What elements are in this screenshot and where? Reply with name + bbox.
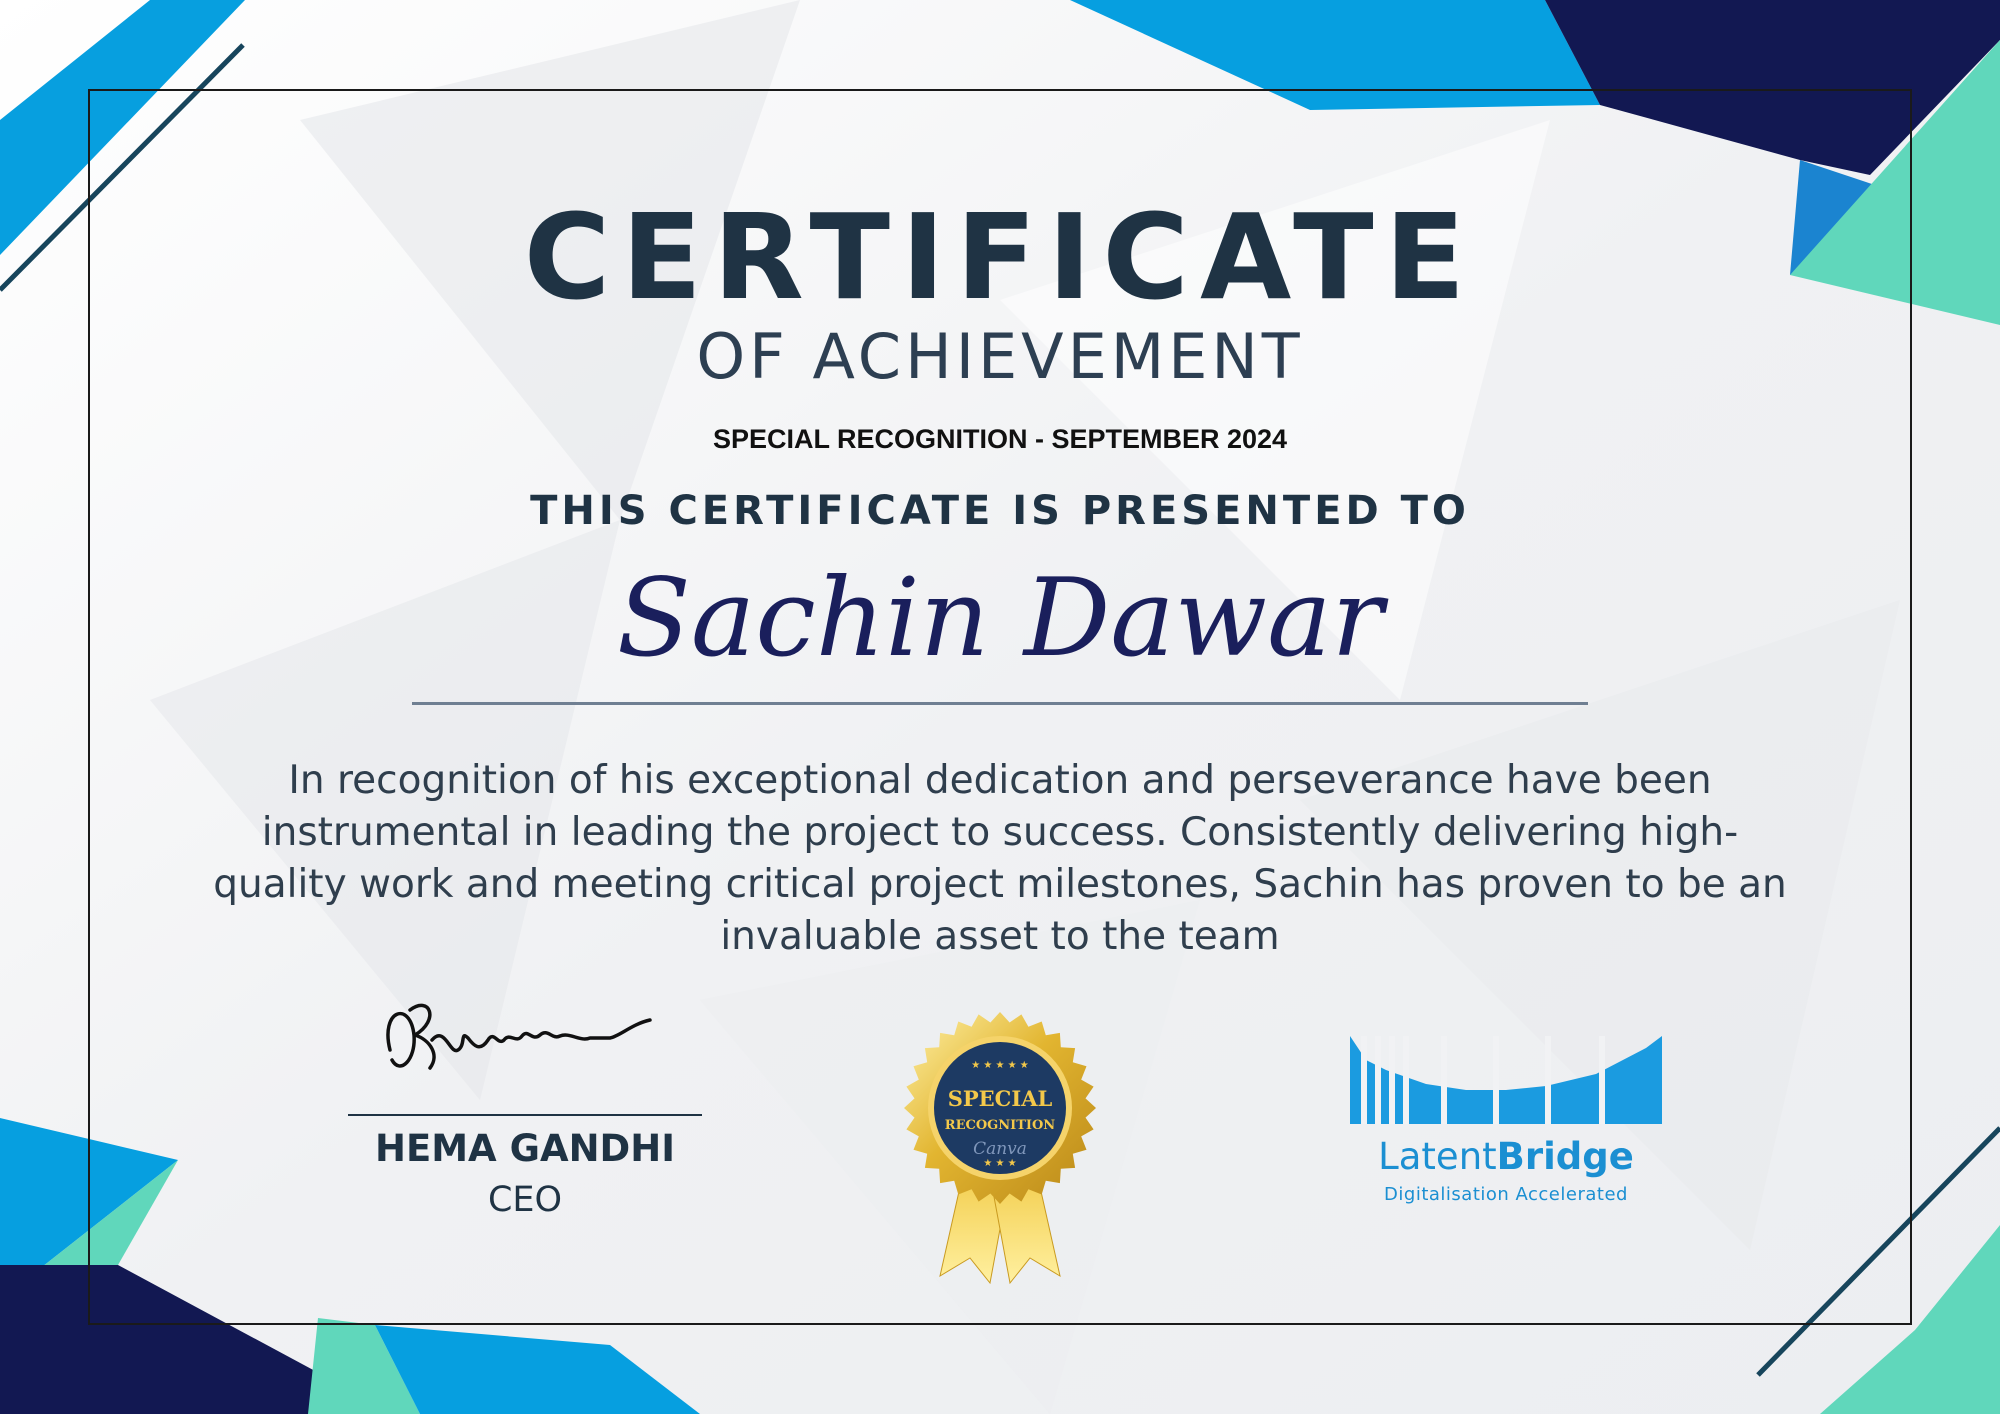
signatory-role: CEO xyxy=(487,1180,563,1220)
signature-line xyxy=(348,1114,702,1116)
certificate-title: CERTIFICATE xyxy=(523,188,1477,326)
recognition-line: quality work and meeting critical project milestones, Sachin has proven to be an xyxy=(213,862,1787,907)
recognition-line: invaluable asset to the team xyxy=(720,914,1280,959)
seal-watermark: Canva xyxy=(973,1139,1027,1159)
recipient-name: Sachin Dawar xyxy=(616,556,1384,681)
bridge-logo-icon xyxy=(1346,1036,1666,1136)
recognition-line: In recognition of his exceptional dedication and perseverance have been xyxy=(288,758,1712,803)
presented-to-heading: THIS CERTIFICATE IS PRESENTED TO xyxy=(530,488,1470,534)
seal-text-special: SPECIAL xyxy=(947,1086,1053,1111)
bridge-shape xyxy=(1350,1036,1662,1124)
company-logo xyxy=(1346,1036,1666,1140)
signature-stroke xyxy=(388,1005,650,1068)
company-name xyxy=(1346,1135,1666,1178)
seal-badge xyxy=(900,1008,1100,1288)
certificate-subtitle: OF ACHIEVEMENT xyxy=(696,320,1304,393)
signature-image xyxy=(370,980,670,1090)
recognition-line: instrumental in leading the project to success. Consistently delivering high- xyxy=(261,810,1739,855)
signatory-name: HEMA GANDHI xyxy=(375,1127,675,1170)
recognition-seal xyxy=(900,1008,1100,1292)
company-name-bold: Bridge xyxy=(1496,1135,1634,1178)
recognition-text xyxy=(150,755,1850,963)
company-name-light: Latent xyxy=(1378,1135,1497,1178)
seal-stars-top: ★ ★ ★ ★ ★ xyxy=(971,1060,1029,1071)
seal-text-recognition: RECOGNITION xyxy=(944,1118,1056,1133)
special-recognition-line: SPECIAL RECOGNITION - SEPTEMBER 2024 xyxy=(712,424,1288,454)
name-underline xyxy=(412,702,1588,705)
company-tagline: Digitalisation Accelerated xyxy=(1384,1184,1628,1205)
seal-stars-bottom: ★ ★ ★ xyxy=(983,1158,1017,1169)
